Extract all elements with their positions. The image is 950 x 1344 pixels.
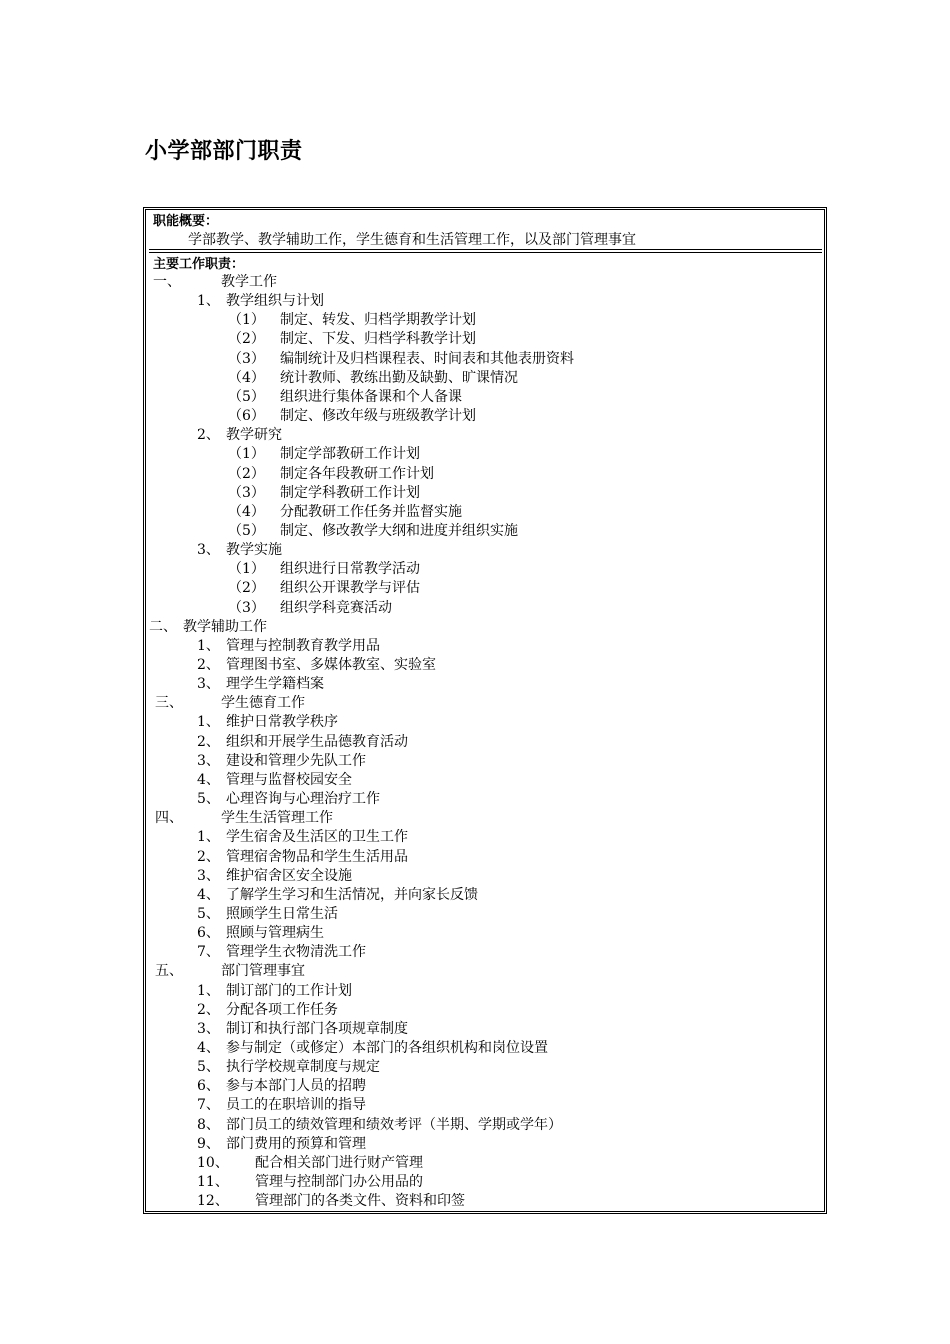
duty-item-number: 10、 xyxy=(197,1155,229,1171)
duty-item-number: 1、 xyxy=(197,638,220,654)
duty-item-number: 1、 xyxy=(197,983,220,999)
duty-item-number: （2） xyxy=(228,466,265,482)
section-heading-label: 部门管理事宜 xyxy=(221,963,305,979)
duty-item-number: 3、 xyxy=(197,868,220,884)
summary-text: 学部教学、教学辅助工作，学生德育和生活管理工作，以及部门管理事宜 xyxy=(188,232,636,248)
duty-item-label: 制定、下发、归档学科教学计划 xyxy=(280,331,476,347)
duty-item-label: 员工的在职培训的指导 xyxy=(226,1097,366,1113)
duty-item-number: 6、 xyxy=(197,1078,220,1094)
duty-item-number: 8、 xyxy=(197,1117,220,1133)
duties-heading: 主要工作职责： xyxy=(153,257,245,272)
duty-item-number: 1、 xyxy=(197,714,220,730)
duty-item-label: 组织进行集体备课和个人备课 xyxy=(280,389,462,405)
duty-item-number: 4、 xyxy=(197,887,220,903)
duty-item-label: 制定各年段教研工作计划 xyxy=(280,466,434,482)
duty-item-number: （5） xyxy=(228,389,265,405)
duty-item-label: 心理咨询与心理治疗工作 xyxy=(226,791,380,807)
duty-item-number: 9、 xyxy=(197,1136,220,1152)
duty-item-number: 5、 xyxy=(197,791,220,807)
duty-item-label: 参与制定（或修定）本部门的各组织机构和岗位设置 xyxy=(226,1040,548,1056)
duty-item-label: 制定、修改教学大纲和进度并组织实施 xyxy=(280,523,518,539)
duty-item-number: （4） xyxy=(228,370,265,386)
section-heading-number: 三、 xyxy=(155,695,183,711)
duty-item-number: 2、 xyxy=(197,657,220,673)
subsection-heading-number: 1、 xyxy=(197,293,220,309)
duty-item-label: 分配教研工作任务并监督实施 xyxy=(280,504,462,520)
duty-item-number: （2） xyxy=(228,331,265,347)
duty-item-number: 3、 xyxy=(197,1021,220,1037)
document-title: 小学部部门职责 xyxy=(145,139,303,164)
duty-item-number: （3） xyxy=(228,600,265,616)
subsection-heading-label: 教学实施 xyxy=(226,542,282,558)
duty-item-label: 参与本部门人员的招聘 xyxy=(226,1078,366,1094)
duty-item-number: （1） xyxy=(228,561,265,577)
duty-item-label: 制定学科教研工作计划 xyxy=(280,485,420,501)
duty-item-number: 6、 xyxy=(197,925,220,941)
duty-item-label: 组织公开课教学与评估 xyxy=(280,580,420,596)
duty-item-number: 5、 xyxy=(197,906,220,922)
duty-item-label: 组织和开展学生品德教育活动 xyxy=(226,734,408,750)
duty-item-label: 理学生学籍档案 xyxy=(226,676,324,692)
duty-item-label: 执行学校规章制度与规定 xyxy=(226,1059,380,1075)
duty-item-number: 2、 xyxy=(197,734,220,750)
duty-item-label: 制定学部教研工作计划 xyxy=(280,446,420,462)
duty-item-number: （4） xyxy=(228,504,265,520)
duty-item-label: 管理部门的各类文件、资料和印签 xyxy=(255,1193,465,1209)
duty-item-number: 3、 xyxy=(197,676,220,692)
duty-item-number: （5） xyxy=(228,523,265,539)
duty-item-number: 1、 xyxy=(197,829,220,845)
section-heading-label: 教学辅助工作 xyxy=(183,619,267,635)
section-heading-label: 学生德育工作 xyxy=(221,695,305,711)
duty-item-label: 建设和管理少先队工作 xyxy=(226,753,366,769)
duty-item-number: （6） xyxy=(228,408,265,424)
section-heading-label: 学生生活管理工作 xyxy=(221,810,333,826)
duty-item-number: （3） xyxy=(228,485,265,501)
subsection-heading-label: 教学研究 xyxy=(226,427,282,443)
duty-item-number: 3、 xyxy=(197,753,220,769)
duty-item-label: 组织学科竞赛活动 xyxy=(280,600,392,616)
duty-item-label: 编制统计及归档课程表、时间表和其他表册资料 xyxy=(280,351,574,367)
duty-item-label: 维护日常教学秩序 xyxy=(226,714,338,730)
duty-item-label: 了解学生学习和生活情况，并向家长反馈 xyxy=(226,887,478,903)
duty-item-label: 统计教师、教练出勤及缺勤、旷课情况 xyxy=(280,370,518,386)
duty-item-label: 配合相关部门进行财产管理 xyxy=(255,1155,423,1171)
section-heading-label: 教学工作 xyxy=(221,274,277,290)
duty-item-number: 2、 xyxy=(197,849,220,865)
section-heading-number: 四、 xyxy=(155,810,183,826)
subsection-heading-label: 教学组织与计划 xyxy=(226,293,324,309)
duty-item-number: 5、 xyxy=(197,1059,220,1075)
duty-item-label: 学生宿舍及生活区的卫生工作 xyxy=(226,829,408,845)
duty-item-number: 7、 xyxy=(197,1097,220,1113)
duty-item-number: 11、 xyxy=(197,1174,229,1190)
duty-item-number: 12、 xyxy=(197,1193,229,1209)
duty-item-label: 分配各项工作任务 xyxy=(226,1002,338,1018)
duty-item-label: 制定、修改年级与班级教学计划 xyxy=(280,408,476,424)
duty-item-label: 管理图书室、多媒体教室、实验室 xyxy=(226,657,436,673)
duty-item-label: 照顾学生日常生活 xyxy=(226,906,338,922)
duty-item-label: 管理宿舍物品和学生生活用品 xyxy=(226,849,408,865)
duty-item-label: 维护宿舍区安全设施 xyxy=(226,868,352,884)
subsection-heading-number: 3、 xyxy=(197,542,220,558)
duty-item-label: 部门员工的绩效管理和绩效考评（半期、学期或学年） xyxy=(226,1117,562,1133)
duty-item-label: 管理与控制教育教学用品 xyxy=(226,638,380,654)
duty-item-number: （1） xyxy=(228,446,265,462)
section-heading-number: 二、 xyxy=(149,619,177,635)
section-heading-number: 五、 xyxy=(155,963,183,979)
subsection-heading-number: 2、 xyxy=(197,427,220,443)
duty-item-label: 制定、转发、归档学期教学计划 xyxy=(280,312,476,328)
duty-item-number: 4、 xyxy=(197,772,220,788)
duty-item-label: 制订部门的工作计划 xyxy=(226,983,352,999)
duty-item-label: 照顾与管理病生 xyxy=(226,925,324,941)
summary-heading: 职能概要： xyxy=(153,214,219,229)
duty-item-number: 4、 xyxy=(197,1040,220,1056)
duty-item-label: 管理学生衣物清洗工作 xyxy=(226,944,366,960)
duty-item-number: 7、 xyxy=(197,944,220,960)
duty-item-label: 组织进行日常教学活动 xyxy=(280,561,420,577)
duty-item-number: （1） xyxy=(228,312,265,328)
duty-item-label: 管理与监督校园安全 xyxy=(226,772,352,788)
duty-item-label: 部门费用的预算和管理 xyxy=(226,1136,366,1152)
duty-item-number: （3） xyxy=(228,351,265,367)
duty-item-number: 2、 xyxy=(197,1002,220,1018)
table-divider-inner xyxy=(149,252,822,253)
duty-item-label: 制订和执行部门各项规章制度 xyxy=(226,1021,408,1037)
duty-item-label: 管理与控制部门办公用品的 xyxy=(255,1174,423,1190)
duty-item-number: （2） xyxy=(228,580,265,596)
section-heading-number: 一、 xyxy=(153,274,181,290)
